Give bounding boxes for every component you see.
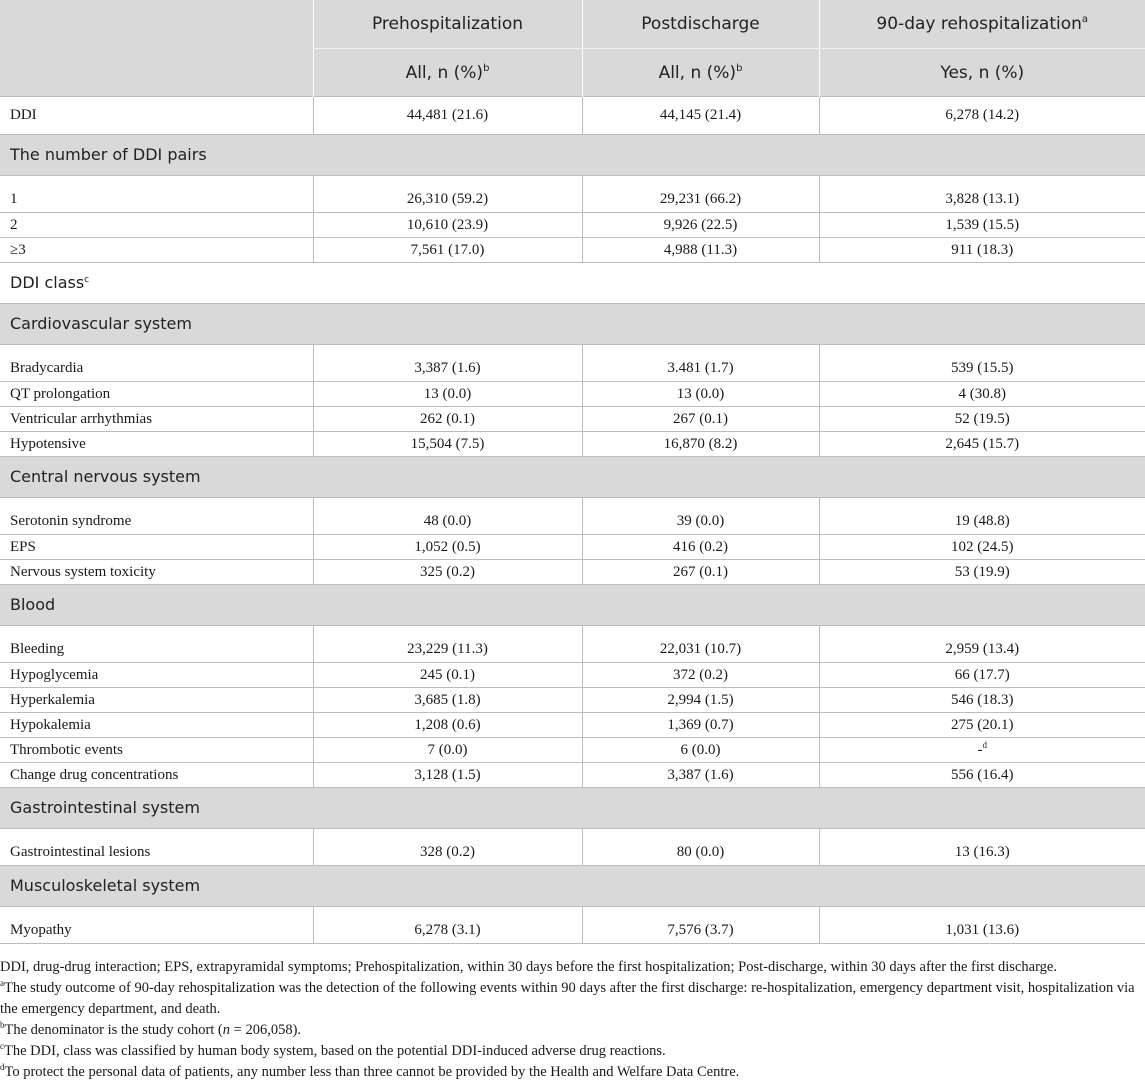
cell-rehosp: 3,828 (13.1) <box>819 176 1145 213</box>
cell-pre: 23,229 (11.3) <box>313 626 582 663</box>
cell-pre: 1,208 (0.6) <box>313 713 582 738</box>
row-label: Change drug concentrations <box>0 763 313 788</box>
section-title: Gastrointestinal system <box>0 788 1145 829</box>
table-row <box>0 498 1145 535</box>
cell-pre: 1,052 (0.5) <box>313 535 582 560</box>
row-label: Hyperkalemia <box>0 688 313 713</box>
cell-pre: 3,128 (1.5) <box>313 763 582 788</box>
cell-rehosp: 52 (19.5) <box>819 407 1145 432</box>
cell-rehosp: 102 (24.5) <box>819 535 1145 560</box>
header-postdischarge: Postdischarge <box>582 0 819 49</box>
table-row <box>0 907 1145 944</box>
row-label: Hypotensive <box>0 432 313 457</box>
cell-rehosp: 6,278 (14.2) <box>819 97 1145 135</box>
cell-pre: 245 (0.1) <box>313 663 582 688</box>
cell-post: 3,387 (1.6) <box>582 763 819 788</box>
row-label: Myopathy <box>0 907 313 944</box>
cell-rehosp: 13 (16.3) <box>819 829 1145 866</box>
row-label: Bleeding <box>0 626 313 663</box>
subheader-row <box>0 49 1145 97</box>
cell-post: 372 (0.2) <box>582 663 819 688</box>
cell-post: 13 (0.0) <box>582 382 819 407</box>
cell-post: 39 (0.0) <box>582 498 819 535</box>
cell-rehosp: 546 (18.3) <box>819 688 1145 713</box>
cell-rehosp: 1,539 (15.5) <box>819 213 1145 238</box>
cell-post: 29,231 (66.2) <box>582 176 819 213</box>
cell-post: 44,145 (21.4) <box>582 97 819 135</box>
table-row <box>0 213 1145 238</box>
cell-rehosp: 556 (16.4) <box>819 763 1145 788</box>
table-row <box>0 713 1145 738</box>
row-label: 1 <box>0 176 313 213</box>
table-row <box>0 688 1145 713</box>
cell-post: 6 (0.0) <box>582 738 819 763</box>
header-rehospitalization: 90-day rehospitalization$^a$ <box>819 0 1145 49</box>
table-row <box>0 763 1145 788</box>
cell-rehosp: 275 (20.1) <box>819 713 1145 738</box>
table-row <box>0 345 1145 382</box>
table-row <box>0 238 1145 263</box>
cell-pre: 7 (0.0) <box>313 738 582 763</box>
cell-pre: 262 (0.1) <box>313 407 582 432</box>
section-blood <box>0 585 1145 626</box>
cell-pre: 48 (0.0) <box>313 498 582 535</box>
row-label: EPS <box>0 535 313 560</box>
row-label: QT prolongation <box>0 382 313 407</box>
cell-post: 22,031 (10.7) <box>582 626 819 663</box>
table-row <box>0 407 1145 432</box>
cell-rehosp: 53 (19.9) <box>819 560 1145 585</box>
cell-rehosp: 2,645 (15.7) <box>819 432 1145 457</box>
cell-rehosp: 539 (15.5) <box>819 345 1145 382</box>
table-row <box>0 432 1145 457</box>
section-title: DDI class$^c$ <box>0 263 1145 304</box>
row-label: Hypokalemia <box>0 713 313 738</box>
cell-pre: 26,310 (59.2) <box>313 176 582 213</box>
header-blank-cell <box>0 0 313 49</box>
footnote-a-ref: a <box>1081 14 1089 25</box>
cell-pre: 44,481 (21.6) <box>313 97 582 135</box>
footnote-c: $^c$The DDI, class was classified by human body system, based on the potential DDI-induced adverse drug reactions. <box>0 1041 666 1059</box>
section-title: Blood <box>0 585 1145 626</box>
row-label: 2 <box>0 213 313 238</box>
cell-post: 80 (0.0) <box>582 829 819 866</box>
table-row <box>0 560 1145 585</box>
row-label: Serotonin syndrome <box>0 498 313 535</box>
cell-pre: 3,685 (1.8) <box>313 688 582 713</box>
section-central-nervous <box>0 457 1145 498</box>
row-label: Gastrointestinal lesions <box>0 829 313 866</box>
footnote-a: $^a$The study outcome of 90-day rehospitalization was the detection of the following events within 90 days after the first discharge: re-hospitalization, emergency department visit, hospitalization via the emergency department, and death. <box>0 978 1135 1017</box>
cell-post: 267 (0.1) <box>582 407 819 432</box>
section-ddi-class <box>0 263 1145 304</box>
row-label: Ventricular arrhythmias <box>0 407 313 432</box>
table-row <box>0 176 1145 213</box>
section-title: Cardiovascular system <box>0 304 1145 345</box>
cell-pre: 328 (0.2) <box>313 829 582 866</box>
subheader-rehosp: Yes, n (%) <box>819 49 1145 97</box>
cell-post: 16,870 (8.2) <box>582 432 819 457</box>
cell-rehosp: 19 (48.8) <box>819 498 1145 535</box>
cell-pre: 7,561 (17.0) <box>313 238 582 263</box>
section-title: The number of DDI pairs <box>0 135 1145 176</box>
row-label: Nervous system toxicity <box>0 560 313 585</box>
cell-rehosp: 2,959 (13.4) <box>819 626 1145 663</box>
footnote-d: $^d$To protect the personal data of patients, any number less than three cannot be provided by the Health and Welfare Data Centre. <box>0 1062 740 1080</box>
footnote-b-ref: b <box>736 62 743 74</box>
cell-pre: 3,387 (1.6) <box>313 345 582 382</box>
row-label: Thrombotic events <box>0 738 313 763</box>
row-label: ≥3 <box>0 238 313 263</box>
cell-pre: 325 (0.2) <box>313 560 582 585</box>
table-row <box>0 626 1145 663</box>
table-footnotes <box>0 957 1140 1083</box>
table-row <box>0 829 1145 866</box>
subheader-blank-cell <box>0 49 313 97</box>
row-label: DDI <box>0 97 313 135</box>
cell-rehosp: 1,031 (13.6) <box>819 907 1145 944</box>
section-title: Musculoskeletal system <box>0 866 1145 907</box>
row-label: Hypoglycemia <box>0 663 313 688</box>
subheader-post: All, n (%)$^b$ <box>582 49 819 97</box>
footnote-b: $^b$The denominator is the study cohort (n = 206,058). <box>0 1020 302 1038</box>
header-prehospitalization: Prehospitalization <box>313 0 582 49</box>
cell-pre: 15,504 (7.5) <box>313 432 582 457</box>
footnote-b-ref: b <box>483 62 490 74</box>
cell-post: 416 (0.2) <box>582 535 819 560</box>
cell-pre: 6,278 (3.1) <box>313 907 582 944</box>
cell-rehosp: 911 (18.3) <box>819 238 1145 263</box>
cell-post: 9,926 (22.5) <box>582 213 819 238</box>
table-row <box>0 97 1145 135</box>
table-row <box>0 382 1145 407</box>
cell-rehosp: 66 (17.7) <box>819 663 1145 688</box>
row-label: Bradycardia <box>0 345 313 382</box>
header-row <box>0 0 1145 49</box>
footnote-abbreviations: DDI, drug-drug interaction; EPS, extrapyramidal symptoms; Prehospitalization, within 30 days before the first hospitalization; Post-discharge, within 30 days after the first discharge. <box>0 959 1057 975</box>
footnote-c-ref: c <box>84 275 90 285</box>
cell-post: 2,994 (1.5) <box>582 688 819 713</box>
cell-pre: 13 (0.0) <box>313 382 582 407</box>
cell-post: 7,576 (3.7) <box>582 907 819 944</box>
cell-post: 1,369 (0.7) <box>582 713 819 738</box>
table-row <box>0 663 1145 688</box>
section-ddi-pairs <box>0 135 1145 176</box>
section-gastrointestinal <box>0 788 1145 829</box>
table-row <box>0 535 1145 560</box>
subheader-pre: All, n (%)$^b$ <box>313 49 582 97</box>
section-cardiovascular <box>0 304 1145 345</box>
cell-rehosp: 4 (30.8) <box>819 382 1145 407</box>
cell-rehosp: -$^d$ <box>819 738 1145 763</box>
footnote-d-ref: d <box>982 740 987 750</box>
cell-post: 4,988 (11.3) <box>582 238 819 263</box>
table-row <box>0 738 1145 763</box>
cell-pre: 10,610 (23.9) <box>313 213 582 238</box>
section-title: Central nervous system <box>0 457 1145 498</box>
section-musculoskeletal <box>0 866 1145 907</box>
cell-post: 3.481 (1.7) <box>582 345 819 382</box>
cell-post: 267 (0.1) <box>582 560 819 585</box>
